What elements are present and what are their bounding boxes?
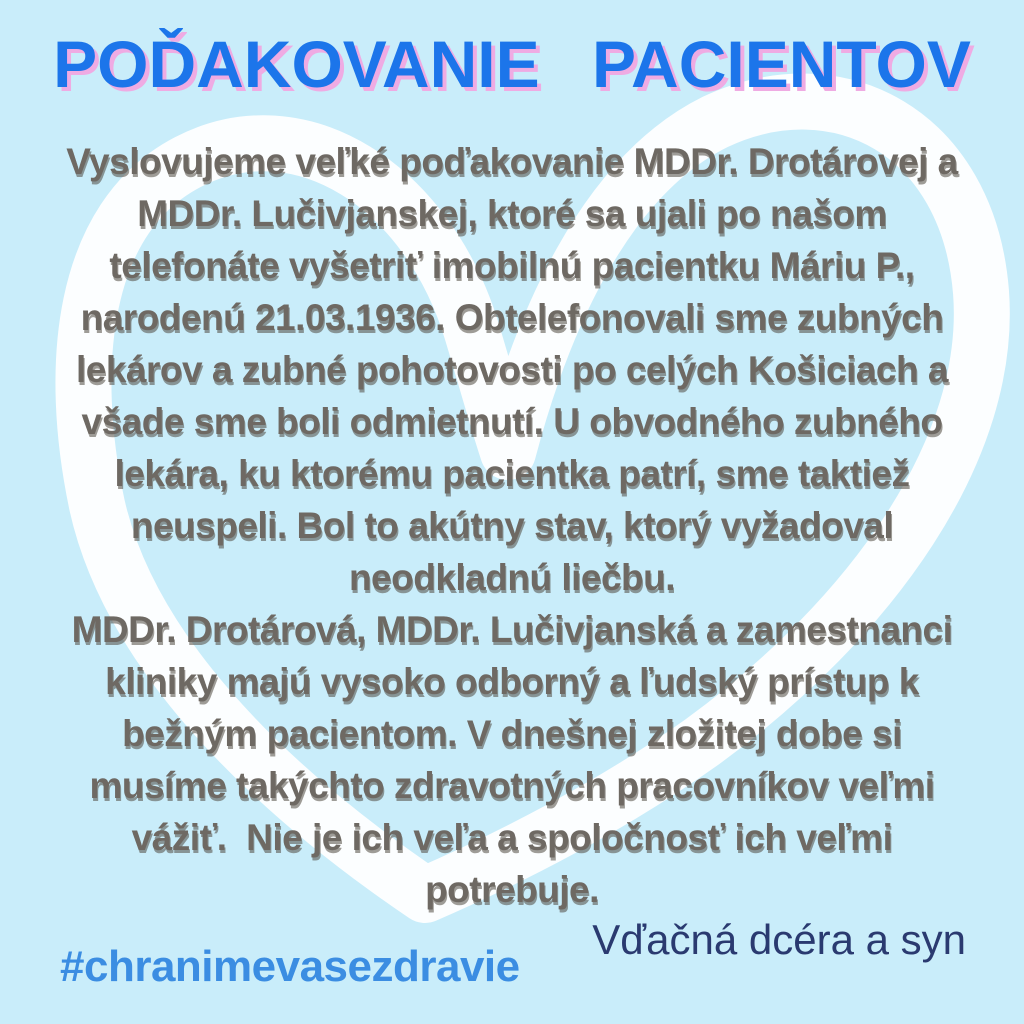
body-line: narodenú 21.03.1936. Obtelefonovali sme zubných [80,297,944,338]
body-line: lekára, ku ktorému pacientka patrí, sme taktiež [114,453,910,494]
body-line: bežným pacientom. V dnešnej zložitej dobe si [122,713,902,754]
hashtag-text: #chranimevasezdravie [60,942,520,991]
body-line: Vyslovujeme veľké poďakovanie MDDr. Drotárovej a [66,141,958,182]
page-title: POĎAKOVANIE PACIENTOV [53,27,971,101]
body-line: musíme takýchto zdravotných pracovníkov veľmi [89,765,935,806]
body-line: všade sme boli odmietnutí. U obvodného zubného [81,401,943,442]
body-line: lekárov a zubné pohotovosti po celých Košiciach a [76,349,948,390]
body-line: vážiť. Nie je ich veľa a spoločnosť ich veľmi [131,817,893,858]
body-line: MDDr. Lučivjanskej, ktoré sa ujali po našom [137,193,887,234]
body-line: potrebuje. [425,869,599,910]
body-line: neuspeli. Bol to akútny stav, ktorý vyžadoval [130,505,894,546]
body-line: telefonáte vyšetriť imobilnú pacientku Máriu P., [109,245,915,286]
body-line: MDDr. Drotárová, MDDr. Lučivjanská a zamestnanci [71,609,953,650]
body-text [28,136,996,916]
body-line: kliniky majú vysoko odborný a ľudský prístup k [105,661,919,702]
signature-text: Vďačná dcéra a syn [592,916,966,963]
body-line: neodkladnú liečbu. [348,557,676,598]
